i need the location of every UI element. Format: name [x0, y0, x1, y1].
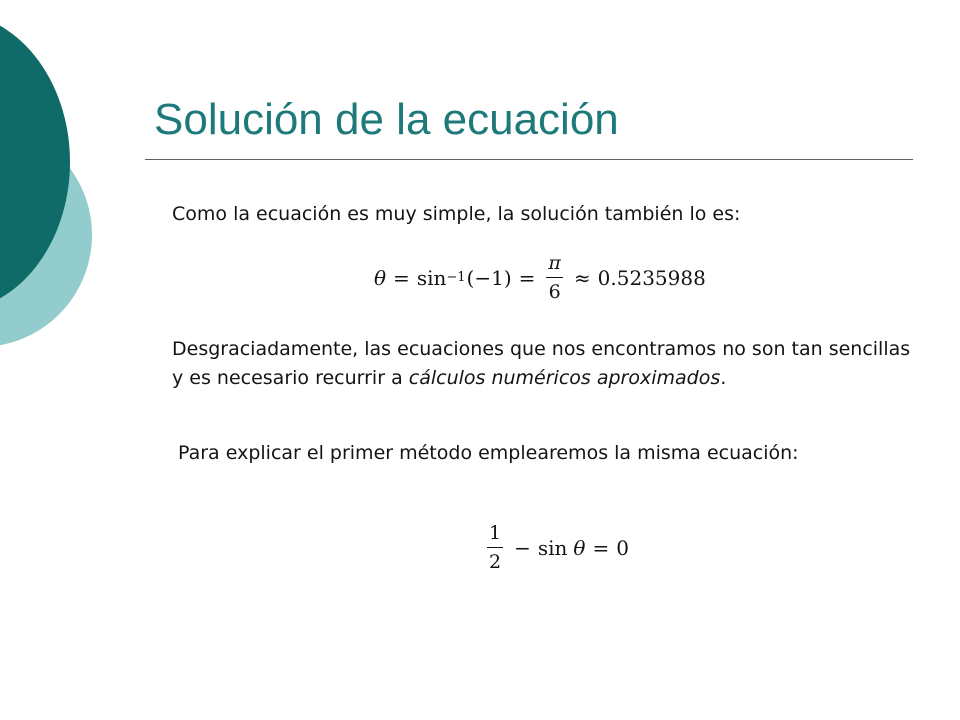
equation-target — [483, 522, 629, 573]
equals-sign: = — [592, 535, 610, 560]
fraction-numerator: π — [548, 252, 561, 274]
decorative-circles — [0, 0, 140, 420]
numeric-value: 0.5235988 — [597, 265, 706, 290]
one-half-fraction — [487, 522, 503, 573]
fraction-denominator: 2 — [489, 551, 502, 573]
minus-sign: − — [514, 535, 531, 560]
function-argument: (−1) — [466, 265, 512, 290]
paragraph-first-method: Para explicar el primer método emplearemos la misma ecuación: — [178, 442, 799, 464]
fraction-numerator: 1 — [489, 522, 502, 544]
fraction-denominator: 6 — [548, 281, 561, 303]
intro-text: Como la ecuación es muy simple, la solución también lo es: — [172, 203, 741, 225]
right-hand-side: 0 — [616, 535, 629, 560]
theta-symbol: θ — [573, 535, 586, 560]
equation-solution — [374, 252, 706, 303]
fraction-bar — [487, 547, 503, 548]
sin-function: sin — [416, 265, 447, 290]
slide-title: Solución de la ecuación — [154, 95, 619, 144]
title-divider — [145, 159, 913, 160]
equals-sign: = — [393, 265, 410, 290]
paragraph-end: . — [720, 367, 727, 389]
theta-symbol: θ — [374, 265, 387, 290]
paragraph-numerical-methods — [172, 335, 912, 393]
equals-sign-2: = — [518, 265, 536, 290]
paragraph-text: Desgraciadamente, las ecuaciones que nos encontramos no son tan sencillas y es necesario recurrir a — [172, 338, 911, 389]
approx-sign: ≈ — [573, 265, 591, 290]
sin-function: sin — [537, 535, 568, 560]
fraction-bar — [546, 277, 563, 278]
pi-over-six-fraction — [546, 252, 563, 303]
emphasis-text: cálculos numéricos aproximados — [408, 367, 721, 389]
inverse-exponent: −1 — [446, 270, 466, 285]
